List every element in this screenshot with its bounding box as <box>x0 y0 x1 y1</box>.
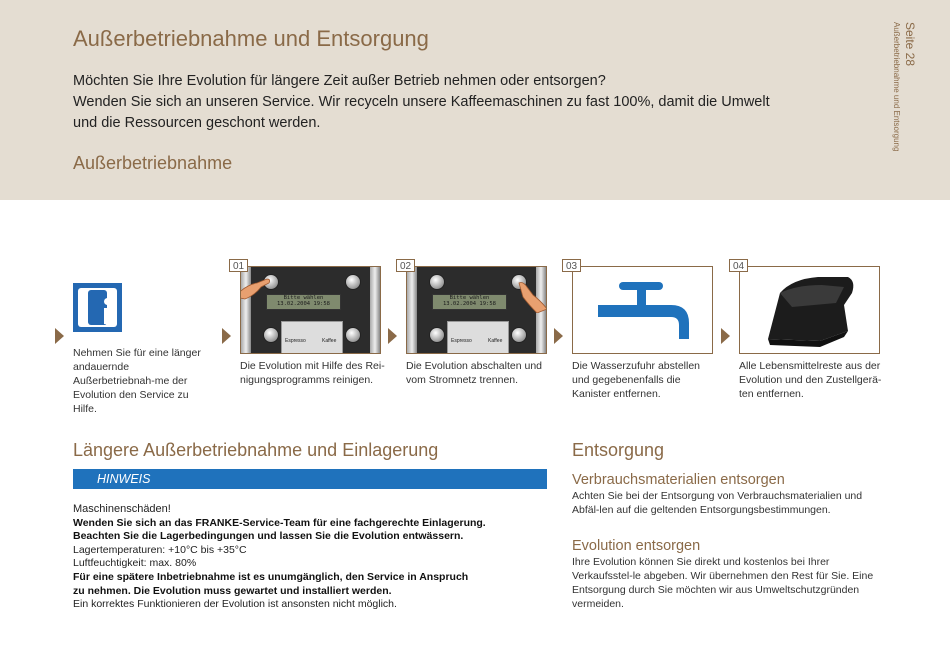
info-icon <box>73 283 122 332</box>
arrow-icon <box>222 328 231 344</box>
knob-icon <box>263 327 279 343</box>
step-image-machine <box>240 266 381 354</box>
notice-line: Luftfeuchtigkeit: max. 80% <box>73 557 197 570</box>
knob-icon <box>511 327 527 343</box>
page-number: Seite 28 <box>903 22 917 67</box>
notice-line: Beachten Sie die Lagerbedingungen und lassen Sie die Evolution entwässern. <box>73 530 464 543</box>
notice-line: Wenden Sie sich an das FRANKE-Service-Team für eine fachgerechte Einlagerung. <box>73 516 486 529</box>
machine-disposal-heading: Evolution entsorgen <box>572 538 701 554</box>
step-text: Die Evolution mit Hilfe des Rei-nigungsprogramms reinigen. <box>240 360 385 386</box>
page-marker <box>883 22 923 162</box>
card-label: Espresso <box>451 338 472 344</box>
intro-line: und die Ressourcen geschont werden. <box>73 115 321 131</box>
arrow-icon <box>721 328 730 344</box>
step-image-machine <box>406 266 547 354</box>
step-text: Die Evolution abschalten und vom Stromnetz trennen. <box>406 360 543 386</box>
consumables-text: Achten Sie bei der Entsorgung von Verbrauchsmaterialien und Abfäl-len auf die geltenden Entsorgungsbestimmungen. <box>572 490 863 516</box>
step-text: Die Wasserzufuhr abstellen und gegebenenfalls die Kanister entfernen. <box>572 360 700 400</box>
storage-notice-text <box>73 503 553 612</box>
step-number: 01 <box>229 259 248 272</box>
hand-icon <box>515 279 547 313</box>
lcd-line: Bitte wählen <box>283 295 324 301</box>
section-label: Außerbetriebnahme und Entsorgung <box>892 22 901 152</box>
disposal-heading: Entsorgung <box>572 440 665 460</box>
page-title: Außerbetriebnahme und Entsorgung <box>73 26 429 51</box>
drip-tray-icon <box>740 267 880 354</box>
notice-line: Lagertemperaturen: +10°C bis +35°C <box>73 543 247 556</box>
step-image-tap <box>572 266 713 354</box>
notice-line: zu nehmen. Die Evolution muss gewartet und installiert werden. <box>73 584 392 597</box>
notice-line: Maschinenschäden! <box>73 503 171 515</box>
step-number: 03 <box>562 259 581 272</box>
step-image-tray <box>739 266 880 354</box>
consumables-heading: Verbrauchsmaterialien entsorgen <box>572 472 785 488</box>
step-number: 04 <box>729 259 748 272</box>
step-intro-text: Nehmen Sie für eine länger andauernde Außerbetriebnah-me der Evolution den Service zu Hilfe. <box>73 347 201 415</box>
card-label: Kaffee <box>488 338 503 344</box>
machine-disposal-text: Ihre Evolution können Sie direkt und kostenlos bei Ihrer Verkaufsstel-le abgeben. Wir übernehmen den Rest für Sie. Eine Entsorgung durch Sie möchten wir aus Umweltschutzgründen vermeiden. <box>572 556 874 610</box>
knob-icon <box>345 327 361 343</box>
storage-heading: Längere Außerbetriebnahme und Einlagerung <box>73 440 439 460</box>
step-text: Alle Lebensmittelreste aus der Evolution und den Zustellgerä-ten entfernen. <box>739 360 882 400</box>
notice-label: HINWEIS <box>97 472 151 486</box>
hand-icon <box>240 271 275 301</box>
intro-line: Möchten Sie Ihre Evolution für längere Zeit außer Betrieb nehmen oder entsorgen? <box>73 73 606 89</box>
knob-icon <box>345 274 361 290</box>
notice-banner <box>73 469 547 489</box>
intro-line: Wenden Sie sich an unseren Service. Wir recyceln unsere Kaffeemaschinen zu fast 100%, damit die Umwelt <box>73 94 770 110</box>
arrow-icon <box>554 328 563 344</box>
notice-line: Für eine spätere Inbetriebnahme ist es unumgänglich, den Service in Anspruch <box>73 570 469 583</box>
step-number: 02 <box>396 259 415 272</box>
lcd-line: 13.02.2004 19:58 <box>277 301 330 307</box>
notice-line: Ein korrektes Funktionieren der Evolution ist ansonsten nicht möglich. <box>73 598 397 611</box>
card-label: Espresso <box>285 338 306 344</box>
water-tap-icon <box>573 267 713 354</box>
knob-icon <box>429 327 445 343</box>
card-label: Kaffee <box>322 338 337 344</box>
knob-icon <box>429 274 445 290</box>
arrow-icon <box>388 328 397 344</box>
lcd-line: 13.02.2004 19:58 <box>443 301 496 307</box>
arrow-icon <box>55 328 64 344</box>
intro-text <box>73 71 833 134</box>
lcd-line: Bitte wählen <box>449 295 490 301</box>
section-subtitle: Außerbetriebnahme <box>73 153 233 173</box>
